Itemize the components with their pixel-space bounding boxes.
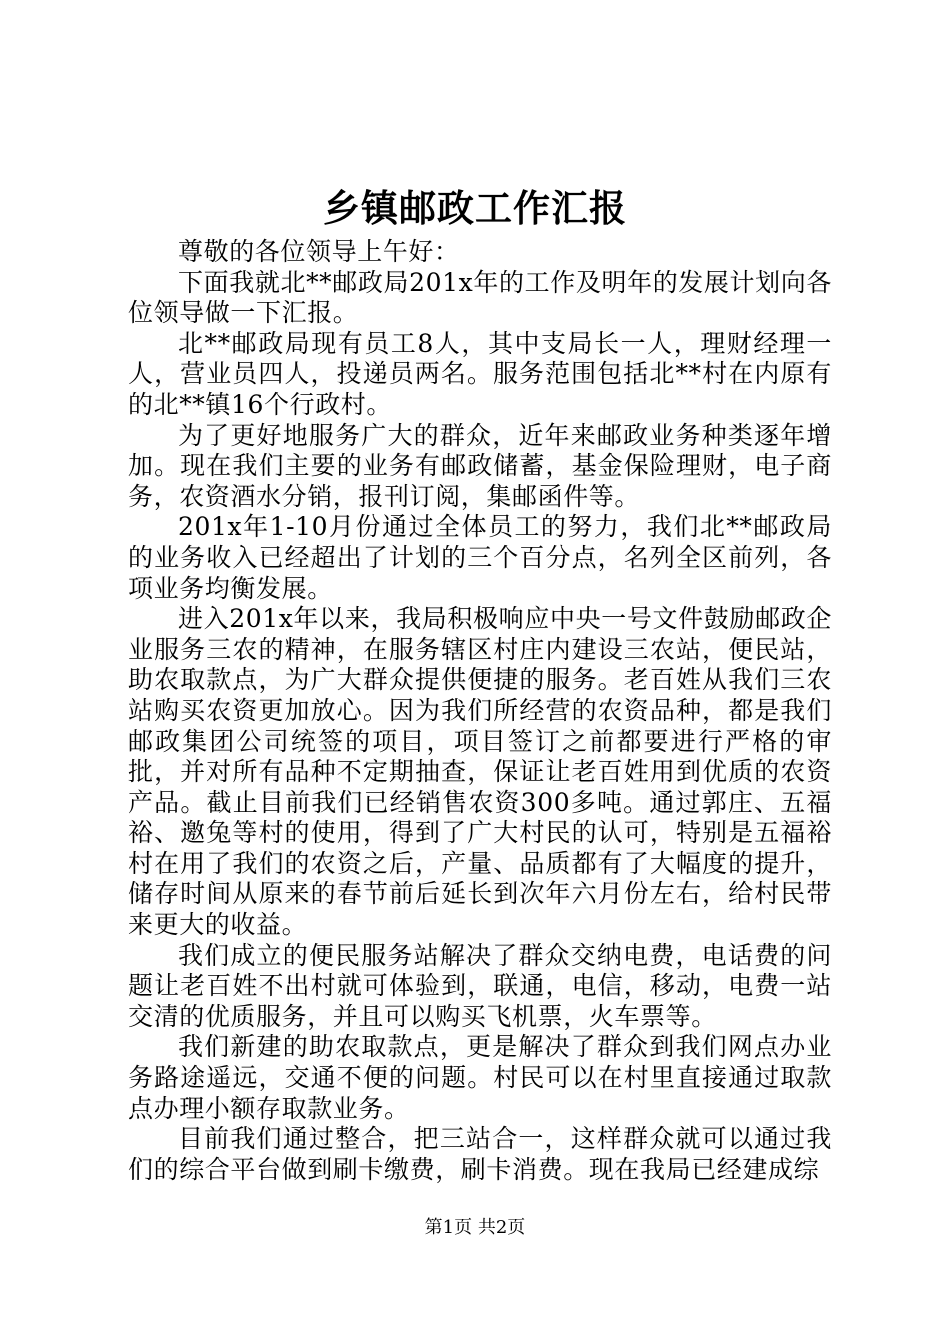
paragraph-integration: 目前我们通过整合，把三站合一，这样群众就可以通过我们的综合平台做到刷卡缴费，刷卡消费。现在我局已经建成综 xyxy=(128,1124,832,1184)
paragraph-greeting: 尊敬的各位领导上午好： xyxy=(178,237,460,266)
paragraph-services: 为了更好地服务广大的群众，近年来邮政业务种类逐年增加。现在我们主要的业务有邮政储蓄，基金保险理财，电子商务，农资酒水分销，报刊订阅，集邮函件等。 xyxy=(128,420,832,511)
paragraph-revenue: 201x年1-10月份通过全体员工的努力，我们北**邮政局的业务收入已经超出了计划的三个百分点，名列全区前列，各项业务均衡发展。 xyxy=(128,512,832,603)
paragraph-rural-service: 进入201x年以来，我局积极响应中央一号文件鼓励邮政企业服务三农的精神，在服务辖区村庄内建设三农站，便民站，助农取款点，为广大群众提供便捷的服务。老百姓从我们三农站购买农资更加放心。因为我们所经营的农资品种，都是我们邮政集团公司统签的项目，项目签订之前都要进行严格的审批，并对所有品种不定期抽查，保证让老百姓用到优质的农资产品。截止目前我们已经销售农资300多吨。通过郭庄、五福裕、邀兔等村的使用，得到了广大村民的认可，特别是五福裕村在用了我们的农资之后，产量、品质都有了大幅度的提升，储存时间从原来的春节前后延长到次年六月份左右，给村民带来更大的收益。 xyxy=(128,604,832,940)
document-body xyxy=(128,237,832,1185)
document-title: 乡镇邮政工作汇报 xyxy=(323,186,627,230)
paragraph-cash-point: 我们新建的助农取款点，更是解决了群众到我们网点办业务路途遥远，交通不便的问题。村民可以在村里直接通过取款点办理小额存取款业务。 xyxy=(128,1032,832,1123)
page-footer: 第1页 共2页 xyxy=(424,1217,526,1238)
paragraph-convenience-station: 我们成立的便民服务站解决了群众交纳电费，电话费的问题让老百姓不出村就可体验到，联通，电信，移动，电费一站交清的优质服务，并且可以购买飞机票，火车票等。 xyxy=(128,940,832,1031)
paragraph-intro: 下面我就北**邮政局201x年的工作及明年的发展计划向各位领导做一下汇报。 xyxy=(128,267,832,328)
paragraph-staff: 北**邮政局现有员工8人，其中支局长一人，理财经理一人，营业员四人，投递员两名。服务范围包括北**村在内原有的北**镇16个行政村。 xyxy=(128,328,832,419)
